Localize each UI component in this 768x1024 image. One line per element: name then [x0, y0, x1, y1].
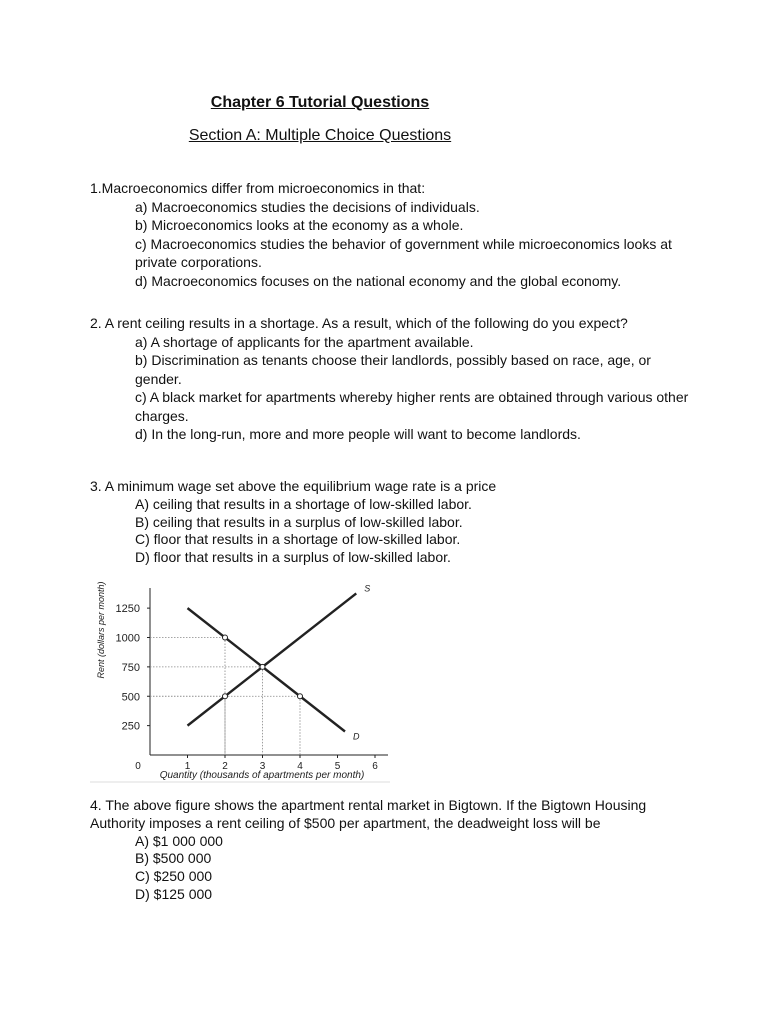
y-tick-label: 1000 — [115, 632, 140, 645]
option-a: a) Macroeconomics studies the decisions of individuals. — [135, 198, 480, 215]
x-tick-label: 5 — [334, 761, 341, 772]
data-point — [223, 635, 228, 640]
question-stem: 2. A rent ceiling results in a shortage. As a result, which of the following do you expect? — [90, 315, 628, 331]
option-b: B) $500 000 — [135, 850, 212, 867]
rental-market-chart — [90, 580, 400, 785]
series-line-s — [188, 593, 357, 725]
option-a: A) ceiling that results in a shortage of low-skilled labor. — [135, 495, 472, 512]
y-tick-label: 1250 — [115, 603, 140, 616]
option-c: c) A black market for apartments whereby higher rents are obtained through various other charges. — [135, 389, 689, 424]
question-stem: 1.Macroeconomics differ from microeconomics in that: — [90, 180, 426, 196]
question-2 — [90, 314, 690, 444]
x-tick-label: 3 — [259, 761, 266, 772]
option-b: b) Discrimination as tenants choose their landlords, possibly based on race, age, or gender. — [135, 352, 651, 387]
option-a: A) $1 000 000 — [135, 832, 223, 849]
option-c: C) floor that results in a shortage of low-skilled labor. — [135, 531, 461, 548]
y-tick-label: 500 — [121, 691, 140, 704]
question-stem: 3. A minimum wage set above the equilibrium wage rate is a price — [90, 478, 497, 494]
option-c: c) Macroeconomics studies the behavior of government while microeconomics looks at private corporations. — [135, 235, 672, 270]
option-d: D) floor that results in a surplus of low-skilled labor. — [135, 549, 451, 566]
x-axis-title: Quantity (thousands of apartments per month) — [159, 770, 365, 781]
data-point — [223, 694, 228, 699]
series-label-s: S — [364, 583, 371, 594]
question-3 — [90, 478, 690, 567]
option-a: a) A shortage of applicants for the apartment available. — [135, 333, 474, 350]
option-d: D) $125 000 — [135, 885, 213, 902]
series-label-d: D — [353, 731, 360, 742]
x-tick-label: 4 — [297, 761, 303, 772]
section-title: Section A: Multiple Choice Questions — [188, 127, 452, 144]
option-c: C) $250 000 — [135, 868, 213, 885]
question-4 — [90, 797, 690, 904]
question-stem-line-1: 4. The above figure shows the apartment rental market in Bigtown. If the Bigtown Housing — [90, 797, 647, 813]
series-line-d — [188, 608, 346, 731]
option-b: B) ceiling that results in a surplus of low-skilled labor. — [135, 513, 463, 530]
option-d: d) In the long-run, more and more people will want to become landlords. — [135, 426, 581, 442]
chapter-title: Chapter 6 Tutorial Questions — [210, 94, 430, 111]
data-point — [298, 694, 303, 699]
x-tick-label: 0 — [135, 761, 141, 772]
y-axis-title: Rent (dollars per month) — [96, 581, 106, 679]
x-tick-label: 1 — [184, 761, 191, 772]
x-tick-label: 6 — [372, 761, 378, 772]
x-tick-label: 2 — [222, 761, 228, 772]
y-tick-label: 750 — [121, 661, 140, 674]
data-point — [260, 664, 265, 669]
y-tick-label: 250 — [121, 720, 140, 733]
option-d: d) Macroeconomics focuses on the national economy and the global economy. — [135, 272, 622, 289]
question-1 — [90, 179, 690, 290]
question-stem-line-2: Authority imposes a rent ceiling of $500 per apartment, the deadweight loss will be — [90, 814, 601, 831]
option-b: b) Microeconomics looks at the economy as a whole. — [135, 217, 464, 233]
